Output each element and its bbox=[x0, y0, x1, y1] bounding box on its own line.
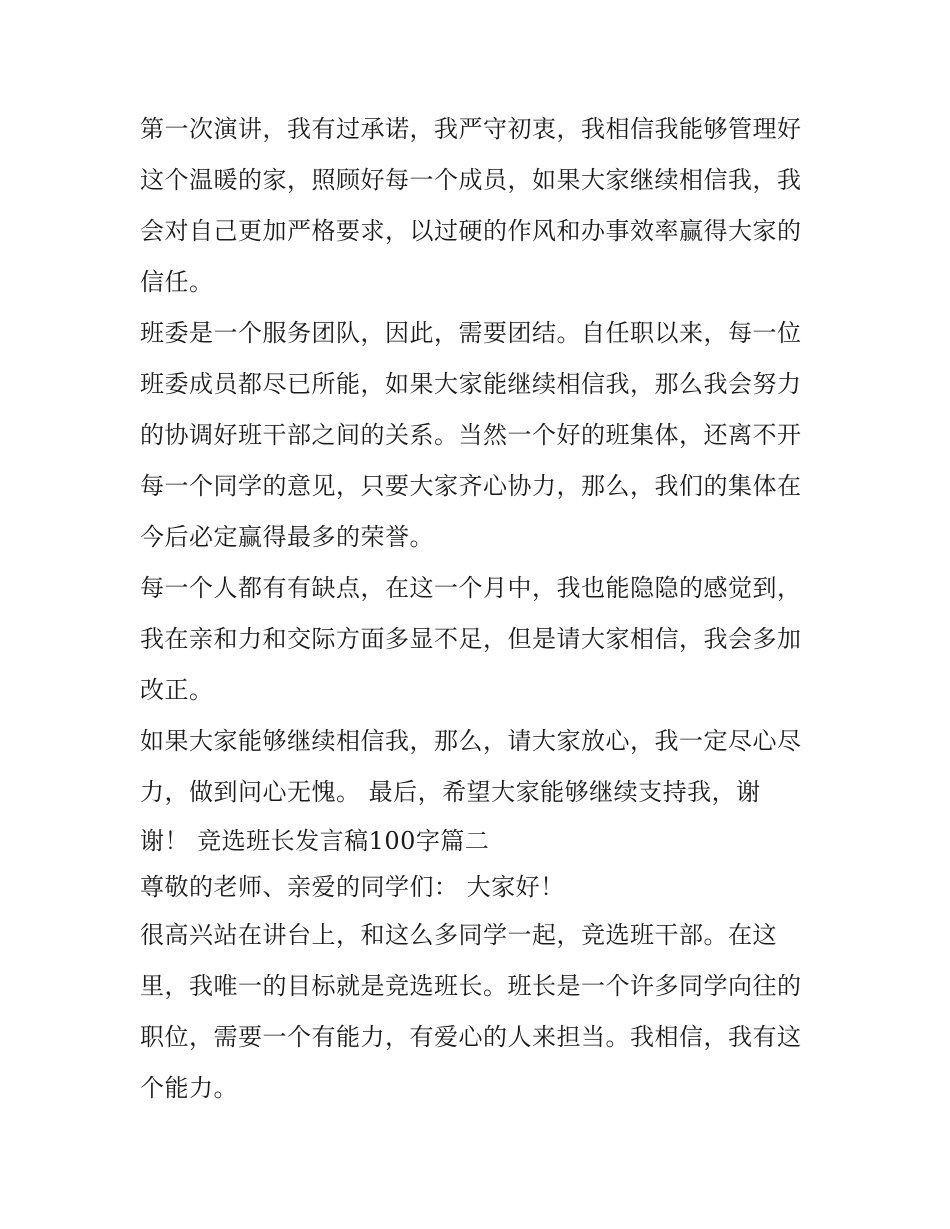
text-line: 职位，需要一个有能力，有爱心的人来担当。我相信，我有这 bbox=[140, 1023, 802, 1051]
text-line: 如果大家能够继续相信我，那么，请大家放心，我一定尽心尽 bbox=[140, 727, 802, 755]
text-line: 班委成员都尽已所能，如果大家能继续相信我，那么我会努力 bbox=[140, 370, 802, 398]
text-line: 每一个人都有有缺点，在这一个月中，我也能隐隐的感觉到， bbox=[140, 574, 802, 602]
text-line: 今后必定赢得最多的荣誉。 bbox=[140, 523, 434, 551]
salutation-line: 尊敬的老师、亲爱的同学们： 大家好！ bbox=[140, 873, 565, 901]
text-line: 很高兴站在讲台上，和这么多同学一起，竞选班干部。在这 bbox=[140, 921, 777, 949]
text-line: 第一次演讲，我有过承诺，我严守初衷，我相信我能够管理好 bbox=[140, 115, 802, 143]
section-heading-line: 谢！ 竞选班长发言稿100字篇二 bbox=[140, 827, 490, 855]
text-line: 每一个同学的意见，只要大家齐心协力，那么，我们的集体在 bbox=[140, 472, 802, 500]
text-line: 个能力。 bbox=[140, 1074, 238, 1102]
text-line: 力，做到问心无愧。 最后，希望大家能够继续支持我，谢 bbox=[140, 778, 761, 806]
text-line: 信任。 bbox=[140, 268, 214, 296]
text-line: 的协调好班干部之间的关系。当然一个好的班集体，还离不开 bbox=[140, 421, 802, 449]
text-line: 会对自己更加严格要求，以过硬的作风和办事效率赢得大家的 bbox=[140, 217, 802, 245]
text-line: 我在亲和力和交际方面多显不足，但是请大家相信，我会多加 bbox=[140, 625, 802, 653]
document-body bbox=[140, 104, 815, 1114]
text-line: 班委是一个服务团队，因此，需要团结。自任职以来，每一位 bbox=[140, 319, 802, 347]
text-line: 里，我唯一的目标就是竞选班长。班长是一个许多同学向往的 bbox=[140, 972, 802, 1000]
text-line: 改正。 bbox=[140, 676, 214, 704]
text-line: 这个温暖的家，照顾好每一个成员，如果大家继续相信我，我 bbox=[140, 166, 802, 194]
